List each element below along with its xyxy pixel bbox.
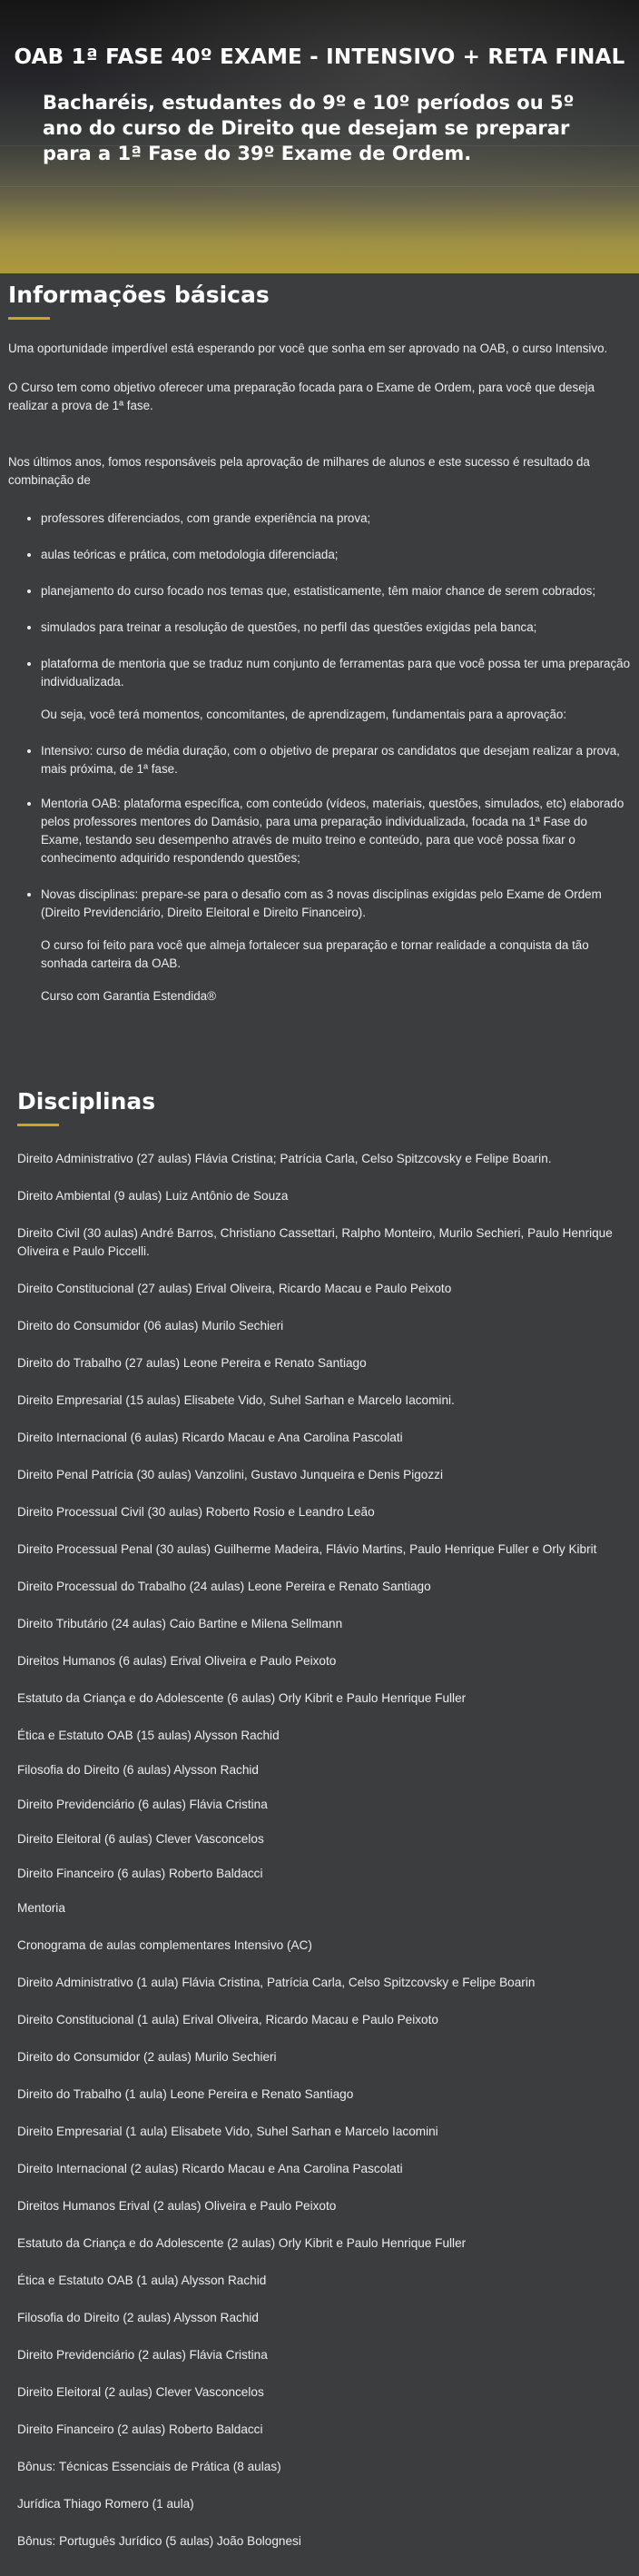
discipline-item: Cronograma de aulas complementares Intensivo (AC) (17, 1938, 312, 1952)
heading-underline (8, 317, 50, 320)
info-paragraph: O Curso tem como objetivo oferecer uma preparação focada para o Exame de Ordem, para você que deseja realizar a prova de 1ª fase. (8, 381, 595, 412)
discipline-item: Direito do Trabalho (1 aula) Leone Pereira e Renato Santiago (17, 2087, 354, 2101)
discipline-item: Mentoria (17, 1901, 65, 1915)
info-bullet: • professores diferenciados, com grande experiência na prova; (41, 510, 631, 528)
discipline-item: Estatuto da Criança e do Adolescente (6 aulas) Orly Kibrit e Paulo Henrique Fuller (17, 1691, 467, 1705)
info-bullet: • Mentoria OAB: plataforma específica, com conteúdo (vídeos, materiais, questões, simulados, etc) elaborado pelos professores mentores do Damásio, para uma preparação individualizada, focada na 1ª Fase do Exame, testando seu desempenho através de muito treino e conteúdo, para que você possa fixar o conhecimento adquirido respondendo questões; (41, 795, 631, 867)
discipline-item: Direito Constitucional (1 aula) Erival Oliveira, Ricardo Macau e Paulo Peixoto (17, 2013, 438, 2026)
disciplines-heading: Disciplinas (17, 1088, 156, 1115)
discipline-item: Direito Penal Patrícia (30 aulas) Vanzolini, Gustavo Junqueira e Denis Pigozzi (17, 1468, 443, 1481)
discipline-item: Direito Empresarial (1 aula) Elisabete Vido, Suhel Sarhan e Marcelo Iacomini (17, 2125, 438, 2138)
discipline-item: Bônus: Técnicas Essenciais de Prática (8 aulas) (17, 2460, 281, 2473)
discipline-item: Filosofia do Direito (2 aulas) Alysson Rachid (17, 2311, 259, 2324)
discipline-item: Direito Administrativo (1 aula) Flávia Cristina, Patrícia Carla, Celso Spitzcovsky e Felipe Boarin (17, 1976, 536, 1989)
info-bullet: • simulados para treinar a resolução de questões, no perfil das questões exigidas pela banca; (41, 619, 631, 637)
heading-underline (17, 1124, 59, 1126)
discipline-item: Direito Empresarial (15 aulas) Elisabete Vido, Suhel Sarhan e Marcelo Iacomini. (17, 1393, 455, 1407)
discipline-item: Direito Financeiro (6 aulas) Roberto Baldacci (17, 1867, 263, 1880)
info-bullet: • planejamento do curso focado nos temas que, estatisticamente, têm maior chance de serem cobrados; (41, 582, 631, 600)
discipline-item: Jurídica Thiago Romero (1 aula) (17, 2497, 194, 2511)
discipline-item: Direito Previdenciário (2 aulas) Flávia Cristina (17, 2348, 268, 2362)
discipline-item: Direito Ambiental (9 aulas) Luiz Antônio de Souza (17, 1189, 289, 1203)
hero-title: OAB 1ª FASE 40º EXAME - INTENSIVO + RETA FINAL (14, 45, 625, 69)
discipline-item: Direito Constitucional (27 aulas) Erival Oliveira, Ricardo Macau e Paulo Peixoto (17, 1282, 452, 1295)
discipline-item: Direito Eleitoral (6 aulas) Clever Vasconcelos (17, 1832, 264, 1846)
info-bullet: • plataforma de mentoria que se traduz num conjunto de ferramentas para que você possa ter uma preparação individualizada. Ou seja, você terá momentos, concomitantes, de aprendizagem, fundamentais para a aprovação: (41, 655, 631, 724)
discipline-item: Direito do Consumidor (2 aulas) Murilo Sechieri (17, 2050, 277, 2064)
discipline-item: Direito do Trabalho (27 aulas) Leone Pereira e Renato Santiago (17, 1356, 367, 1370)
discipline-item: Direito Internacional (2 aulas) Ricardo Macau e Ana Carolina Pascolati (17, 2162, 403, 2175)
info-bullet: • Intensivo: curso de média duração, com o objetivo de preparar os candidatos que desejam realizar a prova, mais próxima, de 1ª fase. (41, 742, 631, 778)
discipline-item: Filosofia do Direito (6 aulas) Alysson Rachid (17, 1763, 259, 1777)
discipline-item: Direito Processual Penal (30 aulas) Guilherme Madeira, Flávio Martins, Paulo Henrique Fuller e Orly Kibrit (17, 1542, 597, 1556)
discipline-item: Direito Financeiro (2 aulas) Roberto Baldacci (17, 2422, 263, 2436)
discipline-item: Ética e Estatuto OAB (15 aulas) Alysson Rachid (17, 1729, 280, 1742)
discipline-item: Direito Processual Civil (30 aulas) Roberto Rosio e Leandro Leão (17, 1505, 375, 1519)
discipline-item: Estatuto da Criança e do Adolescente (2 aulas) Orly Kibrit e Paulo Henrique Fuller (17, 2236, 467, 2250)
discipline-item: Direito do Consumidor (06 aulas) Murilo Sechieri (17, 1319, 284, 1333)
disciplines-list (17, 1150, 625, 2551)
discipline-item: Direito Administrativo (27 aulas) Flávia Cristina; Patrícia Carla, Celso Spitzcovsky e Felipe Boarin. (17, 1152, 552, 1165)
info-bullet-list (8, 510, 631, 1006)
info-paragraph: Uma oportunidade imperdível está esperando por você que sonha em ser aprovado na OAB, o curso Intensivo. (8, 342, 608, 355)
discipline-item: Direito Tributário (24 aulas) Caio Bartine e Milena Sellmann (17, 1617, 343, 1630)
discipline-item: Direitos Humanos (6 aulas) Erival Oliveira e Paulo Peixoto (17, 1654, 337, 1668)
info-paragraph: Nos últimos anos, fomos responsáveis pela aprovação de milhares de alunos e este sucesso é resultado da combinação de (8, 455, 590, 487)
guarantee-text: Curso com Garantia Estendida® (41, 989, 216, 1003)
bullet-note: O curso foi feito para você que almeja fortalecer sua preparação e tornar realidade a conquista da tão sonhada carteira da OAB. (41, 938, 589, 970)
discipline-item: Direito Internacional (6 aulas) Ricardo Macau e Ana Carolina Pascolati (17, 1431, 403, 1444)
basic-info-heading: Informações básicas (8, 282, 270, 308)
info-bullet: • aulas teóricas e prática, com metodologia diferenciada; (41, 546, 631, 564)
disciplines-section (17, 1088, 625, 2570)
hero-banner (0, 0, 639, 273)
bullet-note: Ou seja, você terá momentos, concomitantes, de aprendizagem, fundamentais para a aprovação: (41, 708, 567, 721)
info-bullet: • Novas disciplinas: prepare-se para o desafio com as 3 novas disciplinas exigidas pelo Exame de Ordem (Direito Previdenciário, Direito Eleitoral e Direito Financeiro). O curso foi feito para você que almeja fortalecer sua preparação e tornar realidade a conquista da tão sonhada carteira da OAB. Curso com Garantia Estendida® (41, 886, 631, 1006)
discipline-item: Direito Civil (30 aulas) André Barros, Christiano Cassettari, Ralpho Monteiro, Murilo Sechieri, Paulo Henrique Oliveira e Paulo Piccelli. (17, 1226, 613, 1258)
discipline-item: Ética e Estatuto OAB (1 aula) Alysson Rachid (17, 2274, 267, 2287)
basic-info-section (8, 282, 631, 1024)
hero-background-line (0, 186, 639, 187)
discipline-item: Direito Eleitoral (2 aulas) Clever Vasconcelos (17, 2385, 264, 2399)
hero-subtitle: Bacharéis, estudantes do 9º e 10º períodos ou 5º ano do curso de Direito que desejam se preparar para a 1ª Fase do 39º Exame de Ordem. (43, 92, 575, 164)
discipline-item: Direito Previdenciário (6 aulas) Flávia Cristina (17, 1798, 268, 1811)
discipline-item: Bônus: Português Jurídico (5 aulas) João Bolognesi (17, 2534, 301, 2548)
discipline-item: Direito Processual do Trabalho (24 aulas) Leone Pereira e Renato Santiago (17, 1580, 431, 1593)
discipline-item: Direitos Humanos Erival (2 aulas) Oliveira e Paulo Peixoto (17, 2199, 337, 2213)
